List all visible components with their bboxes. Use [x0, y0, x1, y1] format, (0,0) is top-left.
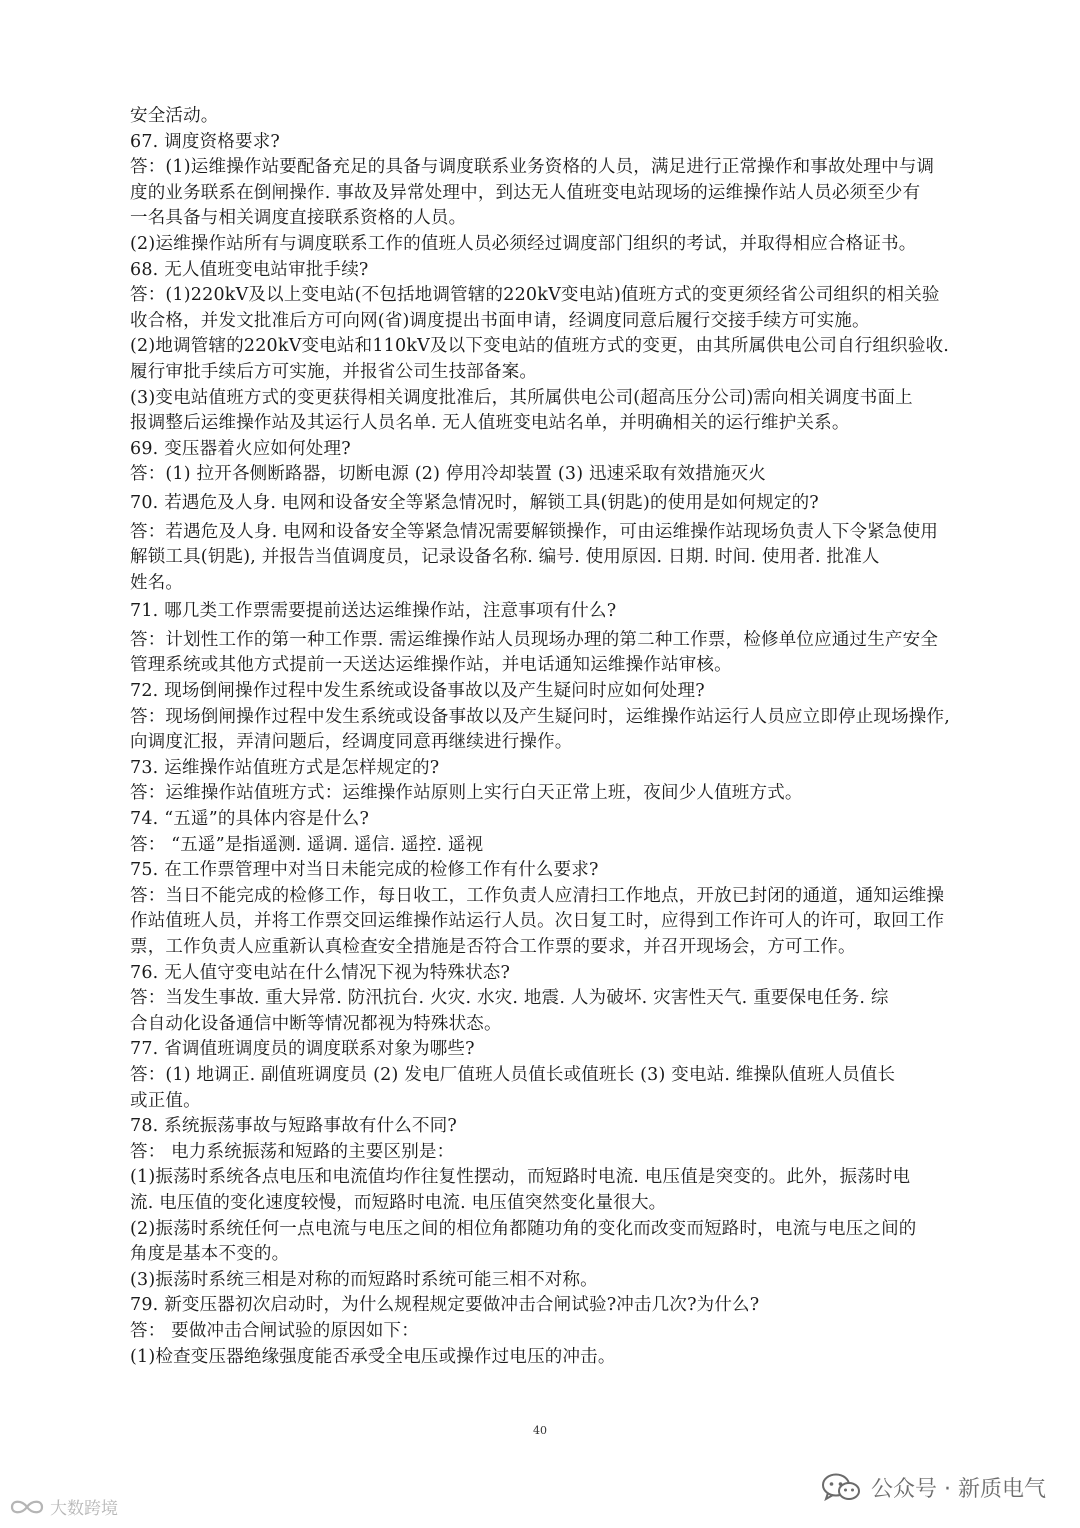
text-line: 69. 变压器着火应如何处理?	[130, 438, 351, 459]
text-line: 答：当日不能完成的检修工作，每日收工，工作负责人应清扫工作地点，开放已封闭的通道，通知运维操	[130, 885, 945, 906]
text-line: (3)振荡时系统三相是对称的而短路时系统可能三相不对称。	[130, 1269, 598, 1290]
text-line: 答：(1) 拉开各侧断路器，切断电源 (2) 停用冷却装置 (3) 迅速采取有效措施灭火	[130, 464, 766, 485]
text-line: 75. 在工作票管理中对当日未能完成的检修工作有什么要求?	[130, 860, 599, 881]
text-line: 解锁工具(钥匙), 并报告当值调度员，记录设备名称. 编号. 使用原因. 日期. 时间. 使用者. 批准人	[130, 547, 880, 568]
text-line: 71. 哪几类工作票需要提前送达运维操作站，注意事项有什么?	[130, 601, 617, 622]
text-line: 作站值班人员，并将工作票交回运维操作站运行人员。次日复工时，应得到工作许可人的许可，取回工作	[130, 911, 945, 932]
document-page	[130, 104, 1010, 1370]
text-line: 答：(1) 地调正. 副值班调度员 (2) 发电厂值班人员值长或值班长 (3) 变电站. 维操队值班人员值长	[130, 1064, 896, 1085]
wechat-label-text: 公众号 · 新质电气	[871, 1477, 1046, 1502]
text-line: 一名具备与相关调度直接联系资格的人员。	[130, 208, 467, 229]
text-line: (1)振荡时系统各点电压和电流值均作往复性摆动，而短路时电流. 电压值是突变的。此外，振荡时电	[130, 1167, 911, 1188]
text-line: 向调度汇报，弄清问题后，经调度同意再继续进行操作。	[130, 732, 573, 753]
text-line: 票，工作负责人应重新认真检查安全措施是否符合工作票的要求，并召开现场会，方可工作。	[130, 937, 856, 957]
text-line: 78. 系统振荡事故与短路事故有什么不同?	[130, 1116, 457, 1137]
text-line: 度的业务联系在倒闸操作. 事故及异常处理中，到达无人值班变电站现场的运维操作站人员必须至少有	[130, 182, 921, 203]
text-line: 答： 电力系统振荡和短路的主要区别是：	[130, 1141, 455, 1162]
text-line: (1)检查变压器绝缘强度能否承受全电压或操作过电压的冲击。	[130, 1346, 616, 1367]
text-line: 报调整后运维操作站及其运行人员名单. 无人值班变电站名单，并明确相关的运行维护关系。	[130, 413, 850, 434]
text-line: 答： “五遥”是指遥测. 遥调. 遥信. 遥控. 遥视	[130, 834, 484, 855]
watermark-logo-icon	[8, 1496, 46, 1518]
text-line: 姓名。	[130, 572, 184, 593]
text-line: 74. “五遥”的具体内容是什么?	[130, 809, 370, 830]
wechat-icon	[821, 1473, 861, 1503]
wechat-account-label	[821, 1472, 1046, 1503]
text-line: 答：计划性工作的第一种工作票. 需运维操作站人员现场办理的第二种工作票，检修单位应通过生产安全	[130, 629, 939, 650]
text-line: 70. 若遇危及人身. 电网和设备安全等紧急情况时，解锁工具(钥匙)的使用是如何规定的?	[130, 492, 819, 513]
text-line: 答：(1)220kV及以上变电站(不包括地调管辖的220kV变电站)值班方式的变更须经省公司组织的相关验	[130, 285, 940, 306]
watermark-text: 大数跨境	[50, 1499, 118, 1519]
text-line: 76. 无人值守变电站在什么情况下视为特殊状态?	[130, 962, 511, 983]
text-line: (2)地调管辖的220kV变电站和110kV及以下变电站的值班方式的变更，由其所属供电公司自行组织验收.	[130, 336, 950, 357]
page-number: 40	[533, 1424, 547, 1437]
text-line: (2)振荡时系统任何一点电流与电压之间的相位角都随功角的变化而改变而短路时，电流与电压之间的	[130, 1218, 917, 1239]
text-line: 答：当发生事故. 重大异常. 防汛抗台. 火灾. 水灾. 地震. 人为破坏. 灾害性天气. 重要保电任务. 综	[130, 988, 889, 1009]
text-line: 合自动化设备通信中断等情况都视为特殊状态。	[130, 1013, 502, 1034]
text-line: 67. 调度资格要求?	[130, 131, 280, 152]
text-line: 72. 现场倒闸操作过程中发生系统或设备事故以及产生疑问时应如何处理?	[130, 681, 705, 702]
text-line: 答： 要做冲击合闸试验的原因如下：	[130, 1320, 419, 1341]
text-line: 收合格，并发文批准后方可向网(省)调度提出书面申请，经调度同意后履行交接手续方可实施。	[130, 310, 870, 331]
text-line: 77. 省调值班调度员的调度联系对象为哪些?	[130, 1039, 475, 1060]
text-line: 流. 电压值的变化速度较慢，而短路时电流. 电压值突然变化量很大。	[130, 1192, 667, 1213]
text-line: 答：运维操作站值班方式：运维操作站原则上实行白天正常上班，夜间少人值班方式。	[130, 783, 803, 804]
text-line: 角度是基本不变的。	[130, 1244, 290, 1265]
text-line: 答：现场倒闸操作过程中发生系统或设备事故以及产生疑问时，运维操作站运行人员应立即停止现场操作,	[130, 706, 950, 727]
watermark	[8, 1494, 118, 1519]
text-line: 管理系统或其他方式提前一天送达运维操作站，并电话通知运维操作站审核。	[130, 655, 732, 676]
text-line: 73. 运维操作站值班方式是怎样规定的?	[130, 757, 440, 778]
text-line: 履行审批手续后方可实施，并报省公司生技部备案。	[130, 361, 538, 382]
text-line: (3)变电站值班方式的变更获得相关调度批准后，其所属供电公司(超高压分公司)需向相关调度书面上	[130, 387, 913, 408]
text-line: 79. 新变压器初次启动时，为什么规程规定要做冲击合闸试验?冲击几次?为什么?	[130, 1295, 760, 1316]
text-line: (2)运维操作站所有与调度联系工作的值班人员必须经过调度部门组织的考试，并取得相应合格证书。	[130, 233, 917, 254]
text-line: 或正值。	[130, 1090, 201, 1111]
text-line: 68. 无人值班变电站审批手续?	[130, 259, 369, 280]
text-line: 答：(1)运维操作站要配备充足的具备与调度联系业务资格的人员，满足进行正常操作和事故处理中与调	[130, 157, 935, 178]
text-line: 安全活动。	[130, 106, 219, 126]
text-line: 答：若遇危及人身. 电网和设备安全等紧急情况需要解锁操作，可由运维操作站现场负责人下令紧急使用	[130, 521, 939, 542]
